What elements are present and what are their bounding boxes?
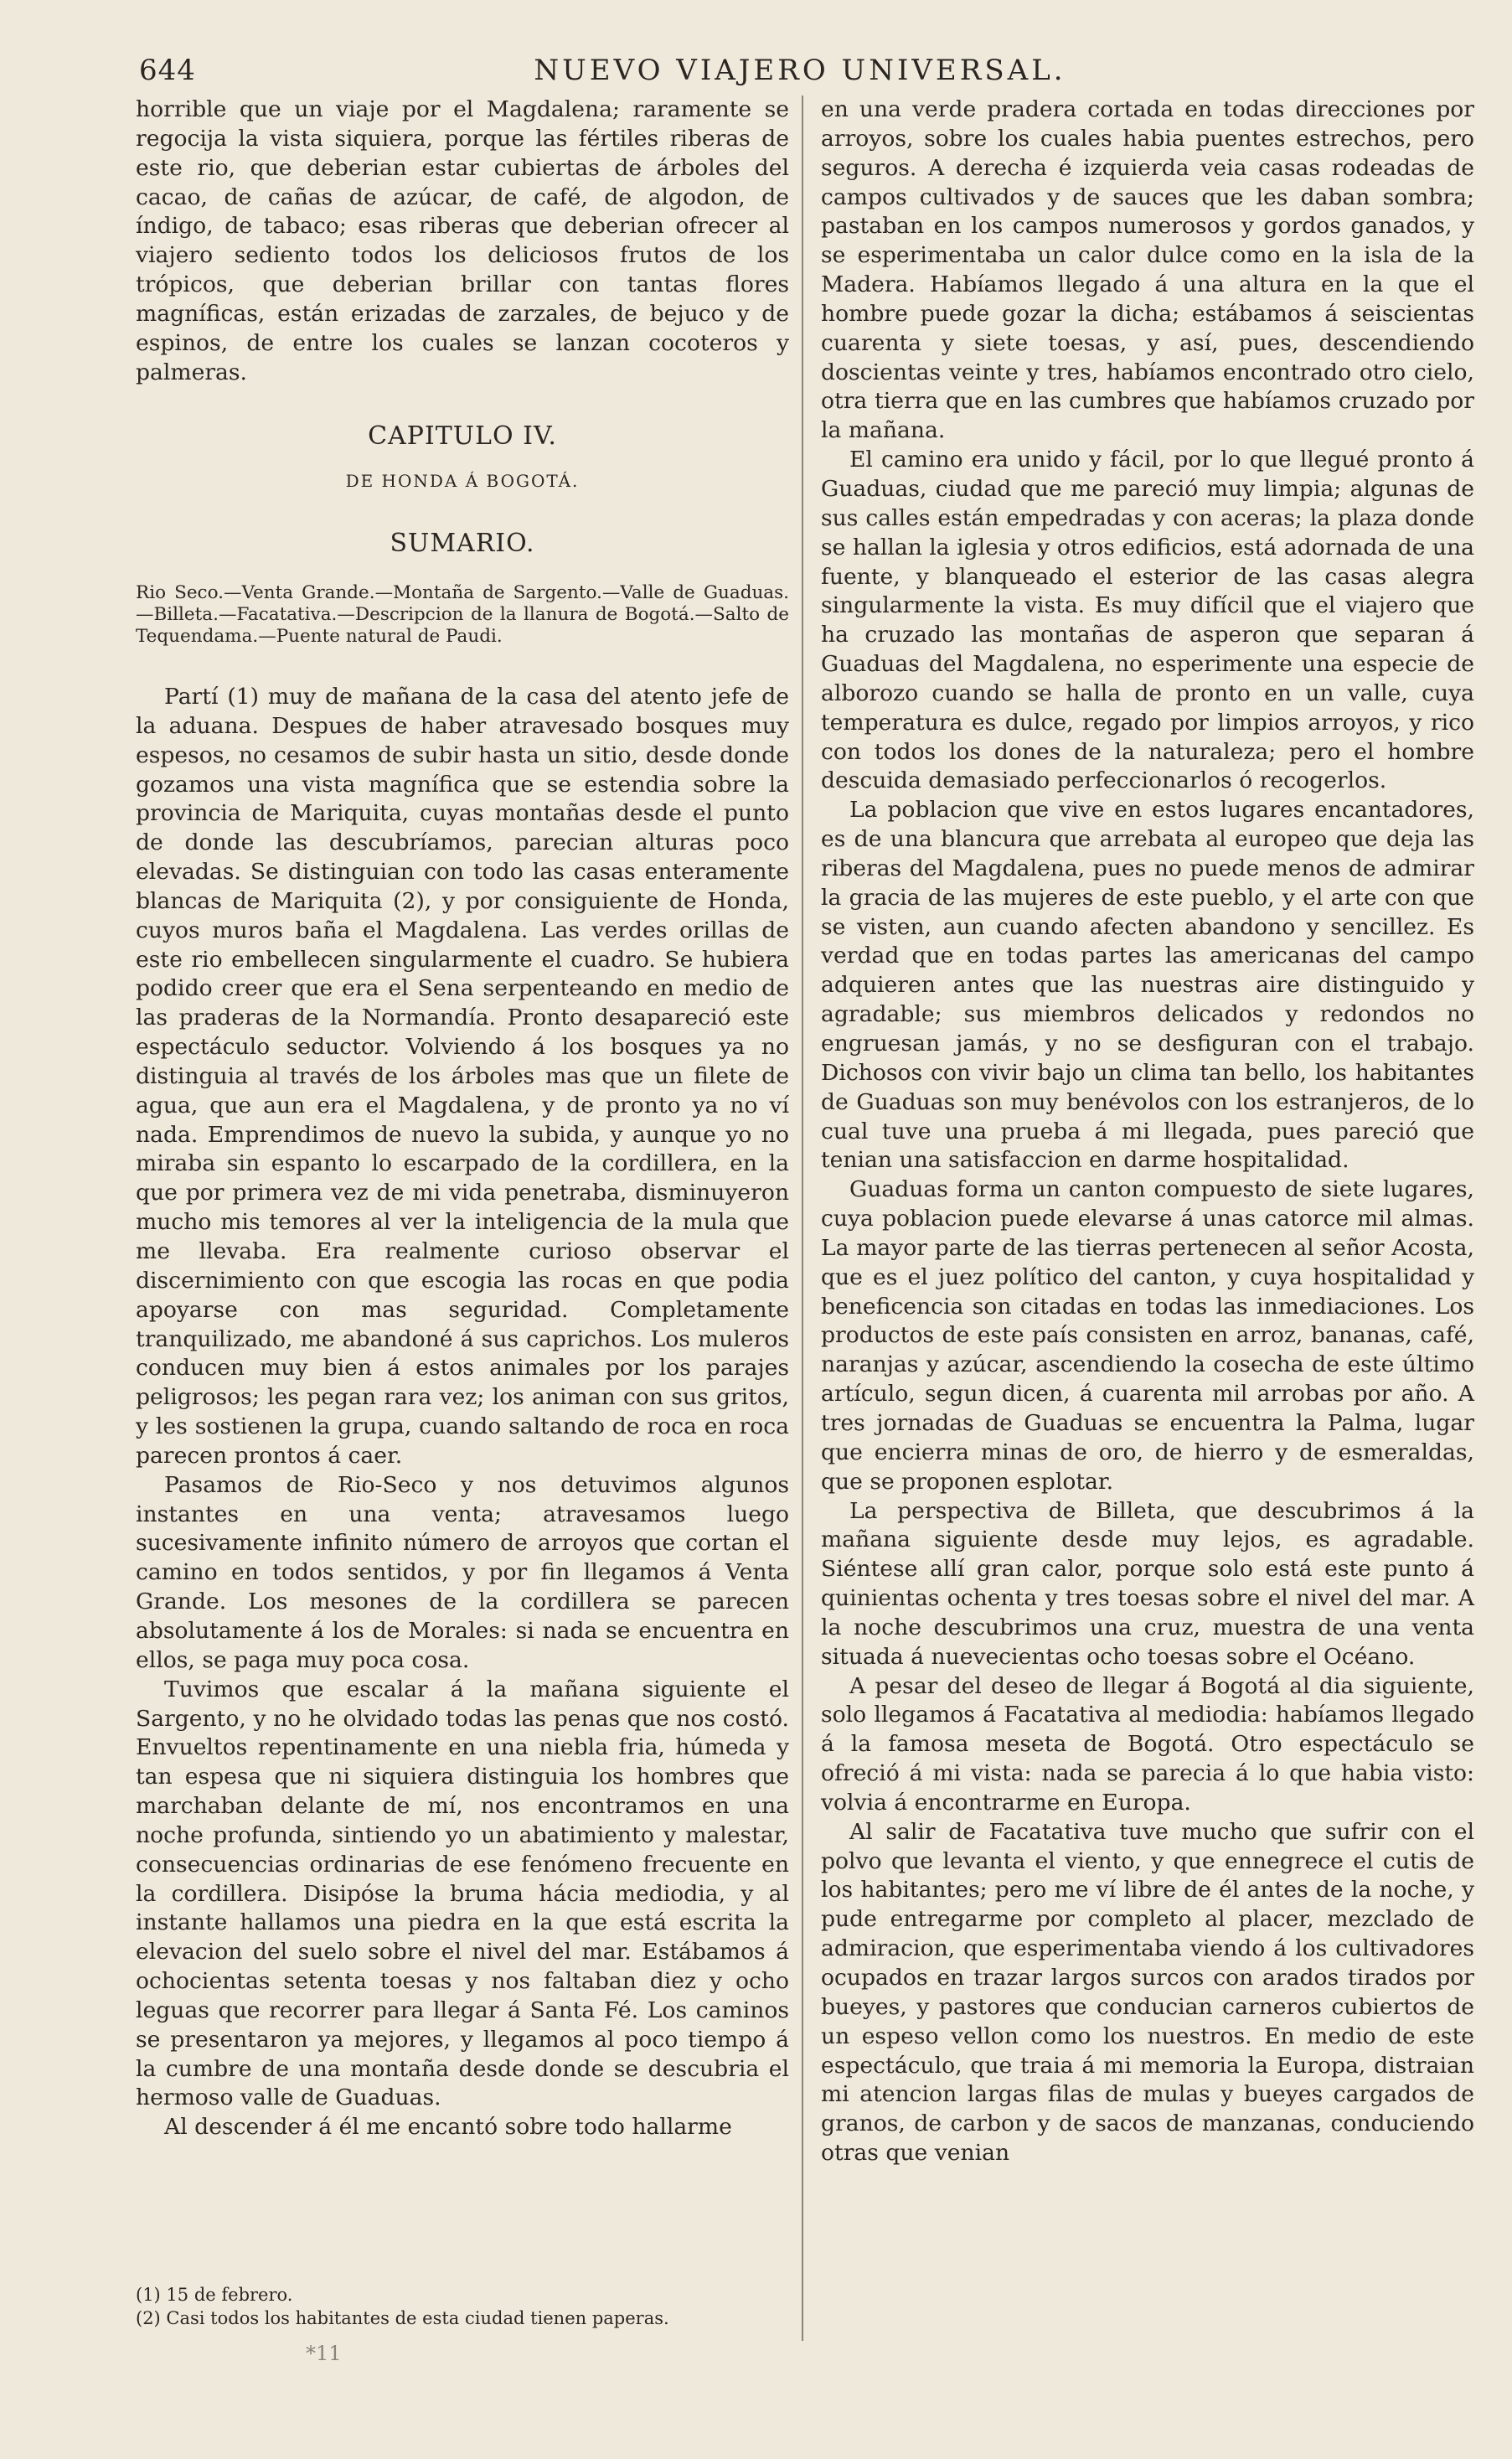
paragraph: A pesar del deseo de llegar á Bogotá al dia siguiente, solo llegamos á Facatativa al mediodia: habíamos llegado á la famosa meseta de Bogotá. Otro espectáculo se ofreció á mi vista: nada se parecia á lo que habia visto: volvia á encontrarme en Europa. <box>821 1672 1474 1816</box>
paragraph: La perspectiva de Billeta, que descubrimos á la mañana siguiente desde muy lejos, es agradable. Siéntese allí gran calor, porque solo está este punto á quinientas ochenta y tres toesas sobre el nivel del mar. A la noche descubrimos una cruz, muestra de una venta situada á nuevecientas ocho toesas sobre el Océano. <box>821 1497 1474 1670</box>
left-column <box>136 96 789 2142</box>
column-divider <box>802 96 803 2341</box>
paragraph: Pasamos de Rio-Seco y nos detuvimos algunos instantes en una venta; atravesamos luego sucesivamente infinito número de arroyos que cortan el camino en todos sentidos, y por fin llegamos á Venta Grande. Los mesones de la cordillera se parecen absolutamente á los de Morales: si nada se encuentra en ellos, se paga muy poca cosa. <box>136 1471 789 1673</box>
summary-title: SUMARIO. <box>390 529 535 559</box>
paragraph: Guaduas forma un canton compuesto de siete lugares, cuya poblacion puede elevarse á unas catorce mil almas. La mayor parte de las tierras pertenecen al señor Acosta, que es el juez político del canton, y cuya hospitalidad y beneficencia son citadas en todas las inmediaciones. Los productos de este país consisten en arroz, bananas, café, naranjas y azúcar, ascendiendo la cosecha de este último artículo, segun dicen, á cuarenta mil arrobas por año. A tres jornadas de Guaduas se encuentra la Palma, lugar que encierra minas de oro, de hierro y de esmeraldas, que se proponen esplotar. <box>821 1176 1474 1495</box>
footnote: (1) 15 de febrero. <box>136 2285 293 2305</box>
paragraph: La poblacion que vive en estos lugares encantadores, es de una blancura que arrebata al europeo que deja las riberas del Magdalena, pues no puede menos de admirar la gracia de las mujeres de este pueblo, y el arte con que se visten, aun cuando afecten abandono y sencillez. Es verdad que en todas partes las americanas del campo adquieren antes que las nuestras aire distinguido y agradable; sus miembros delicados y redondos no engruesan jamás, y no se desfiguran con el trabajo. Dichosos con vivir bajo un clima tan bello, los habitantes de Guaduas son muy benévolos con los estranjeros, de lo cual tuve una prueba á mi llegada, pues pareció que tenian una satisfaccion en darme hospitalidad. <box>821 797 1474 1174</box>
paragraph: Tuvimos que escalar á la mañana siguiente el Sargento, y no he olvidado todas las penas que nos costó. Envueltos repentinamente en una niebla fria, húmeda y tan espesa que ni siquiera distinguia los hombres que marchaban delante de mí, nos encontramos en una noche profunda, sintiendo yo un abatimiento y malestar, consecuencias ordinarias de ese fenómeno frecuente en la cordillera. Disipóse la bruma hácia mediodia, y al instante hallamos una piedra en la que está escrita la elevacion del suelo sobre el nivel del mar. Estábamos á ochocientas setenta toesas y nos faltaban diez y ocho leguas que recorrer para llegar á Santa Fé. Los caminos se presentaron ya mejores, y llegamos al poco tiempo á la cumbre de una montaña desde donde se descubria el hermoso valle de Guaduas. <box>136 1676 789 2111</box>
footnotes <box>136 2283 789 2330</box>
summary-text: Rio Seco.—Venta Grande.—Montaña de Sargento.—Valle de Guaduas.—Billeta.—Facatativa.—Descripcion de la llanura de Bogotá.—Salto de Tequendama.—Puente natural de Paudi. <box>136 581 789 647</box>
footnote: (2) Casi todos los habitantes de esta ciudad tienen paperas. <box>136 2308 669 2328</box>
folio-mark: *11 <box>306 2342 342 2365</box>
paragraph: Al salir de Facatativa tuve mucho que sufrir con el polvo que levanta el viento, y que ennegrece el cutis de los habitantes; pero me ví libre de él antes de la noche, y pude entregarme por completo al placer, mezclado de admiracion, que esperimentaba viendo á los cultivadores ocupados en trazar largos surcos con arados tirados por bueyes, y pastores que conducian carneros cubiertos de un espeso vellon como los nuestros. En medio de este espectáculo, que traia á mi memoria la Europa, distraian mi atencion largas filas de mulas y bueyes cargados de granos, de carbon y de sacos de manzanas, conduciendo otras que venian <box>821 1818 1474 2167</box>
paragraph: Al descender á él me encantó sobre todo hallarme <box>164 2114 732 2141</box>
page-number: 644 <box>139 54 196 87</box>
paragraph: en una verde pradera cortada en todas direcciones por arroyos, sobre los cuales habia puentes estrechos, pero seguros. A derecha é izquierda veia casas rodeadas de campos cultivados y de sauces que les daban sombra; pastaban en los campos numerosos y gordos ganados, y se esperimentaba un calor dulce como en la isla de la Madera. Habíamos llegado á una altura en la que el hombre puede gozar la dicha; estábamos á seiscientas cuarenta y siete toesas, y así, pues, descendiendo doscientas veinte y tres, habíamos encontrado otro cielo, otra tierra que en las cumbres que habíamos cruzado por la mañana. <box>821 96 1474 444</box>
paragraph: horrible que un viaje por el Magdalena; raramente se regocija la vista siquiera, porque las fértiles riberas de este rio, que deberian estar cubiertas de árboles del cacao, de cañas de azúcar, de café, de algodon, de índigo, de tabaco; esas riberas que deberian ofrecer al viajero sediento todos los deliciosos frutos de los trópicos, que deberian brillar con tantas flores magníficas, están erizadas de zarzales, de bejuco y de espinos, de entre los cuales se lanzan cocoteros y palmeras. <box>136 96 789 385</box>
page-header <box>134 50 1466 92</box>
paragraph: Partí (1) muy de mañana de la casa del atento jefe de la aduana. Despues de haber atravesado bosques muy espesos, no cesamos de subir hasta un sitio, desde donde gozamos una vista magnífica que se estendia sobre la provincia de Mariquita, cuyas montañas desde el punto de donde las descubríamos, parecian alturas poco elevadas. Se distinguian con todo las casas enteramente blancas de Mariquita (2), y por consiguiente de Honda, cuyos muros baña el Magdalena. Las verdes orillas de este rio embellecen singularmente el cuadro. Se hubiera podido creer que era el Sena serpenteando en medio de las praderas de la Normandía. Pronto desapareció este espectáculo seductor. Volviendo á los bosques ya no distinguia al través de los árboles mas que un filete de agua, que aun era el Magdalena, y de pronto ya no ví nada. Emprendimos de nuevo la subida, y aunque yo no miraba sin espanto lo escarpado de la cordillera, en la que por primera vez de mi vida penetraba, disminuyeron mucho mis temores al ver la inteligencia de la mula que me llevaba. Era realmente curioso observar el discernimiento con que escogia las rocas en que podia apoyarse con mas seguridad. Completamente tranquilizado, me abandoné á sus caprichos. Los muleros conducen muy bien á estos animales por los parajes peligrosos; les pegan rara vez; los animan con sus gritos, y les sostienen la grupa, cuando saltando de roca en roca parecen prontos á caer. <box>136 683 789 1469</box>
right-column <box>821 96 1474 2168</box>
chapter-title: CAPITULO IV. <box>368 421 557 452</box>
paragraph: El camino era unido y fácil, por lo que llegué pronto á Guaduas, ciudad que me pareció muy limpia; algunas de sus calles están empedradas y con aceras; la plaza donde se hallan la iglesia y otros edificios, está adornada de una fuente, y blanqueado el esterior de las casas alegra singularmente la vista. Es muy difícil que el viajero que ha cruzado las montañas de asperon que separan á Guaduas del Magdalena, no esperimente una especie de alborozo cuando se halla de pronto en un valle, cuya temperatura es dulce, regado por limpios arroyos, y rico con todos los dones de la naturaleza; pero el hombre descuida demasiado perfeccionarlos ó recogerlos. <box>821 447 1474 794</box>
running-title: NUEVO VIAJERO UNIVERSAL. <box>534 54 1066 87</box>
chapter-subtitle: DE HONDA Á BOGOTÁ. <box>345 471 580 492</box>
